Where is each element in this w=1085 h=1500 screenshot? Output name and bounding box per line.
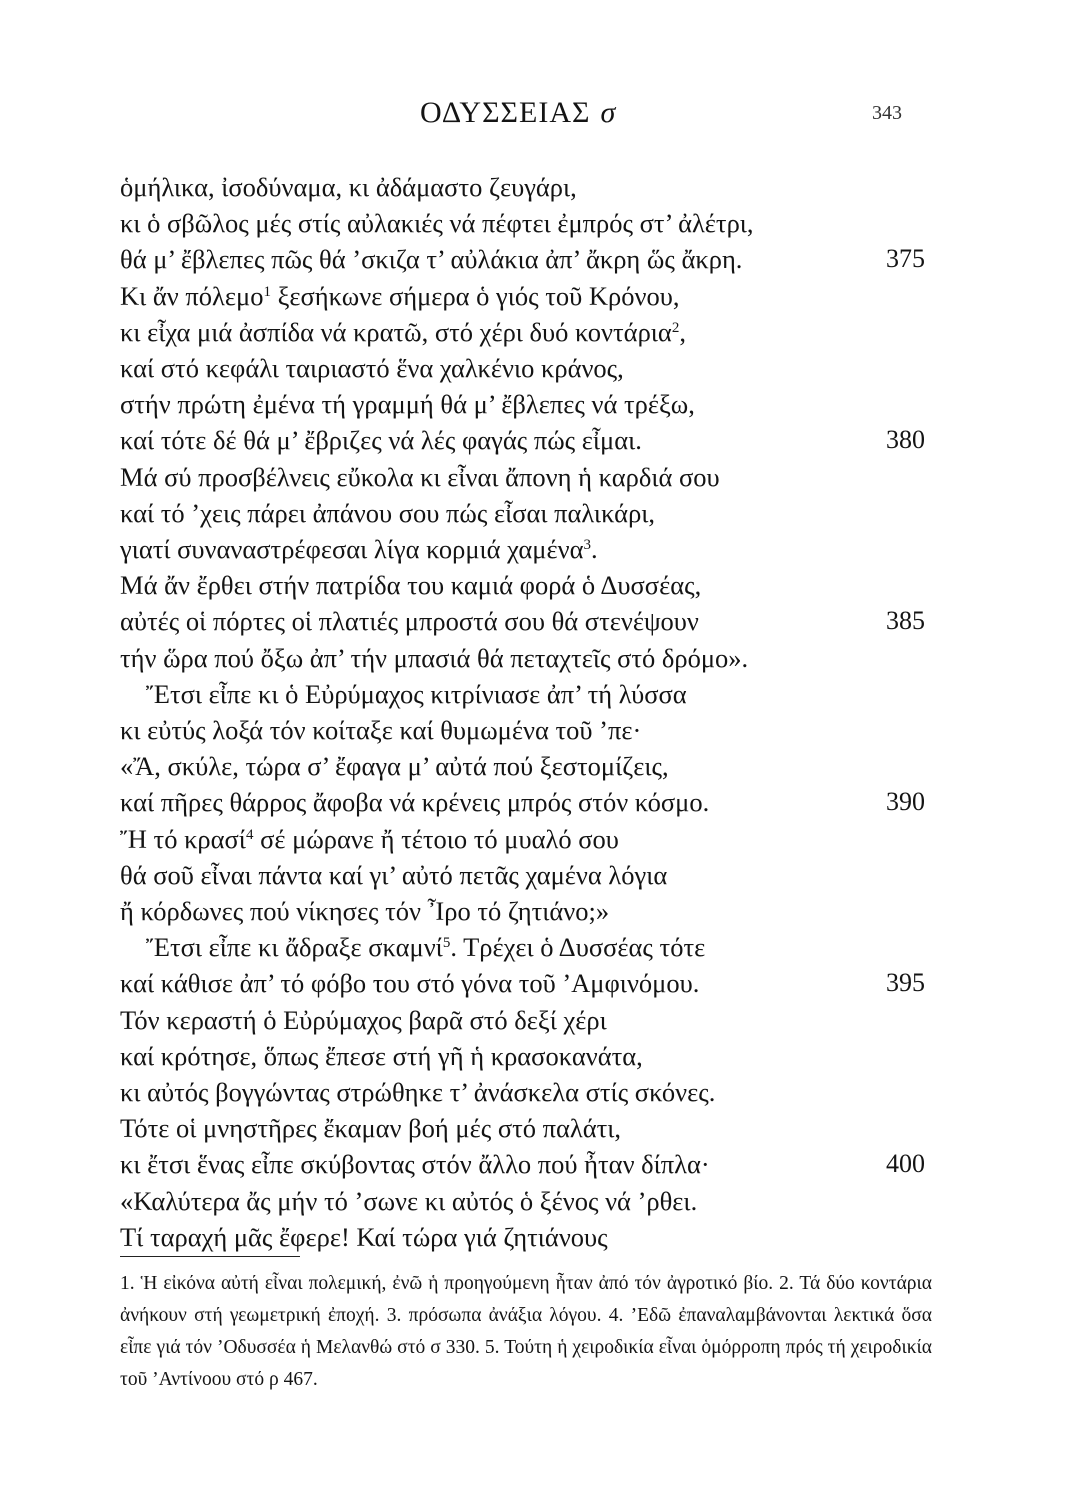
verse-line: [120, 385, 920, 423]
verse-text: καί τότε δέ θά μ’ ἔβριζες νά λές φαγάς πώς εἶμαι.: [120, 425, 642, 455]
verse-line: [120, 494, 920, 532]
verse-line: [120, 711, 920, 749]
verse-line: [120, 856, 920, 894]
footnote-marker: 1: [263, 284, 271, 300]
verse-line: [120, 1182, 920, 1220]
verse-text: καί πῆρες θάρρος ἄφοβα νά κρένεις μπρός στόν κόσμο.: [120, 787, 710, 817]
verse-text: θά σοῦ εἶναι πάντα καί γι’ αὐτό πετᾶς χαμένα λόγια: [120, 860, 668, 890]
line-number: 400: [886, 1149, 925, 1178]
verse-text: τήν ὥρα πού ὄξω ἀπ’ τήν μπασιά θά πεταχτεῖς στό δρόμο».: [120, 643, 749, 673]
verse-text-continued: ,: [679, 317, 686, 347]
verse-line: [120, 277, 920, 315]
verse-line: [120, 602, 920, 640]
verse-line: [120, 1073, 920, 1111]
verse-text: ἤ κόρδωνες πού νίκησες τόν Ἶρο τό ζητιάνο;»: [120, 896, 610, 926]
verse-text: κι εὐτύς λοξά τόν κοίταξε καί θυμωμένα τοῦ ’πε·: [120, 715, 642, 745]
footnote-separator: [120, 1256, 300, 1257]
verse-line: [146, 675, 946, 713]
verse-text: θά μ’ ἔβλεπες πῶς θά ’σκιζα τ’ αὐλάκια ἀπ’ ἄκρη ὥς ἄκρη.: [120, 244, 743, 274]
footnote-marker: 5: [442, 935, 451, 951]
verse-line: [120, 1037, 920, 1075]
verse-line: [120, 783, 920, 821]
verse-line: [120, 964, 920, 1002]
running-head: [420, 96, 616, 130]
verse-text: Μά ἄν ἔρθει στήν πατρίδα του καμιά φορά ὁ Δυσσέας,: [120, 570, 702, 600]
verse-text: καί κάθισε ἀπ’ τό φόβο του στό γόνα τοῦ ’Αμφινόμου.: [120, 968, 700, 998]
verse-text-continued: .: [590, 534, 598, 564]
verse-text: Τόν κεραστή ὁ Εὐρύμαχος βαρᾶ στό δεξί χέρι: [120, 1005, 607, 1035]
verse-line: [146, 928, 946, 966]
verse-text: Τί ταραχή μᾶς ἔφερε! Καί τώρα γιά ζητιάνους: [120, 1222, 608, 1252]
footnote-marker: 3: [583, 537, 591, 553]
verse-line: [120, 313, 920, 351]
verse-line: [120, 1001, 920, 1039]
line-number: 390: [886, 787, 925, 816]
verse-text-continued: . Τρέχει ὁ Δυσσέας τότε: [450, 932, 706, 962]
verse-line: [120, 566, 920, 604]
verse-text: καί στό κεφάλι ταιριαστό ἕνα χαλκένιο κράνος,: [120, 353, 624, 383]
verse-line: [120, 1145, 920, 1183]
verse-text: κι αὐτός βογγώντας στρώθηκε τ’ ἀνάσκελα στίς σκόνες.: [120, 1077, 716, 1107]
verse-text: Τότε οἱ μνηστῆρες ἔκαμαν βοή μές στό παλάτι,: [120, 1113, 622, 1143]
footnote-marker: 2: [671, 320, 680, 336]
verse-text: Κι ἄν πόλεμο: [120, 281, 264, 311]
verse-line: [120, 747, 920, 785]
verse-text: αὐτές οἱ πόρτες οἱ πλατιές μπροστά σου θά στενέψουν: [120, 606, 699, 636]
line-number: 395: [886, 968, 925, 997]
line-number: 380: [886, 425, 925, 454]
verse-line: [120, 1218, 920, 1256]
verse-line: [120, 530, 920, 568]
verse-text-continued: ξεσήκωνε σήμερα ὁ γιός τοῦ Κρόνου,: [270, 281, 680, 311]
verse-line: [120, 349, 920, 387]
footnote-marker: 4: [245, 827, 254, 843]
verse-text: κι ὁ σβῶλος μές στίς αὐλακιές νά πέφτει ἐμπρός στ’ ἀλέτρι,: [120, 208, 754, 238]
verse-text-continued: σέ μώρανε ἤ τέτοιο τό μυαλό σου: [253, 824, 619, 854]
verse-line: [120, 639, 920, 677]
verse-line: [120, 168, 920, 206]
verse-line: [120, 458, 920, 496]
verse-line: [120, 421, 920, 459]
verse-line: [120, 1109, 920, 1147]
verse-line: [120, 820, 920, 858]
book-title: ΟΔΥΣΣΕΙΑΣ: [420, 96, 591, 129]
line-number: 385: [886, 606, 925, 635]
verse-text: Μά σύ προσβέλνεις εὔκολα κι εἶναι ἄπονη ἡ καρδιά σου: [120, 462, 720, 492]
verse-text: καί τό ’χεις πάρει ἀπάνου σου πώς εἶσαι παλικάρι,: [120, 498, 656, 528]
book-letter: σ: [600, 96, 617, 129]
verse-line: [120, 204, 920, 242]
verse-line: [120, 240, 920, 278]
verse-text: ὁμήλικα, ἰσοδύναμα, κι ἀδάμαστο ζευγάρι,: [120, 172, 577, 202]
verse-text: στήν πρώτη ἐμένα τή γραμμή θά μ’ ἔβλεπες νά τρέξω,: [120, 389, 695, 419]
verse-text: «Καλύτερα ἄς μήν τό ’σωνε κι αὐτός ὁ ξένος νά ’ρθει.: [120, 1186, 698, 1216]
verse-text: καί κρότησε, ὅπως ἔπεσε στή γῆ ἡ κρασοκανάτα,: [120, 1041, 643, 1071]
verse-text: κι εἶχα μιά ἀσπίδα νά κρατῶ, στό χέρι δυό κοντάρια: [120, 317, 672, 347]
verse-text: Ἔτσι εἶπε κι ἄδραξε σκαμνί: [146, 932, 443, 962]
verse-text: Ἤ τό κρασί: [120, 824, 246, 854]
footnotes: 1. Ἡ εἰκόνα αὐτή εἶναι πολεμική, ἐνῶ ἡ προηγούμενη ἦταν ἀπό τόν ἀγροτικό βίο. 2. Τά δύο κοντάρια ἀνήκουν στή γεωμετρική ἐποχή. 3. πρόσωπα ἀνάξια λόγου. 4. ’Εδῶ ἐπαναλαμβάνονται λεκτικά ὅσα εἶπε γιά τόν ’Οδυσσέα ἡ Μελανθώ στό σ 330. 5. Τούτη ἡ χειροδικία εἶναι ὁμόρροπη πρός τή χειροδικία τοῦ ’Αντίνοου στό ρ 467.: [120, 1273, 932, 1390]
verse-line: [120, 892, 920, 930]
line-number: 375: [886, 244, 925, 273]
verse-text: «Ἄ, σκύλε, τώρα σ’ ἔφαγα μ’ αὐτά πού ξεστομίζεις,: [120, 751, 669, 781]
page-number: 343: [872, 102, 902, 124]
verse-text: κι ἔτσι ἕνας εἶπε σκύβοντας στόν ἄλλο πού ἦταν δίπλα·: [120, 1149, 710, 1179]
verse-text: γιατί συναναστρέφεσαι λίγα κορμιά χαμένα: [120, 534, 584, 564]
verse-text: Ἔτσι εἶπε κι ὁ Εὐρύμαχος κιτρίνιασε ἀπ’ τή λύσσα: [146, 679, 687, 709]
